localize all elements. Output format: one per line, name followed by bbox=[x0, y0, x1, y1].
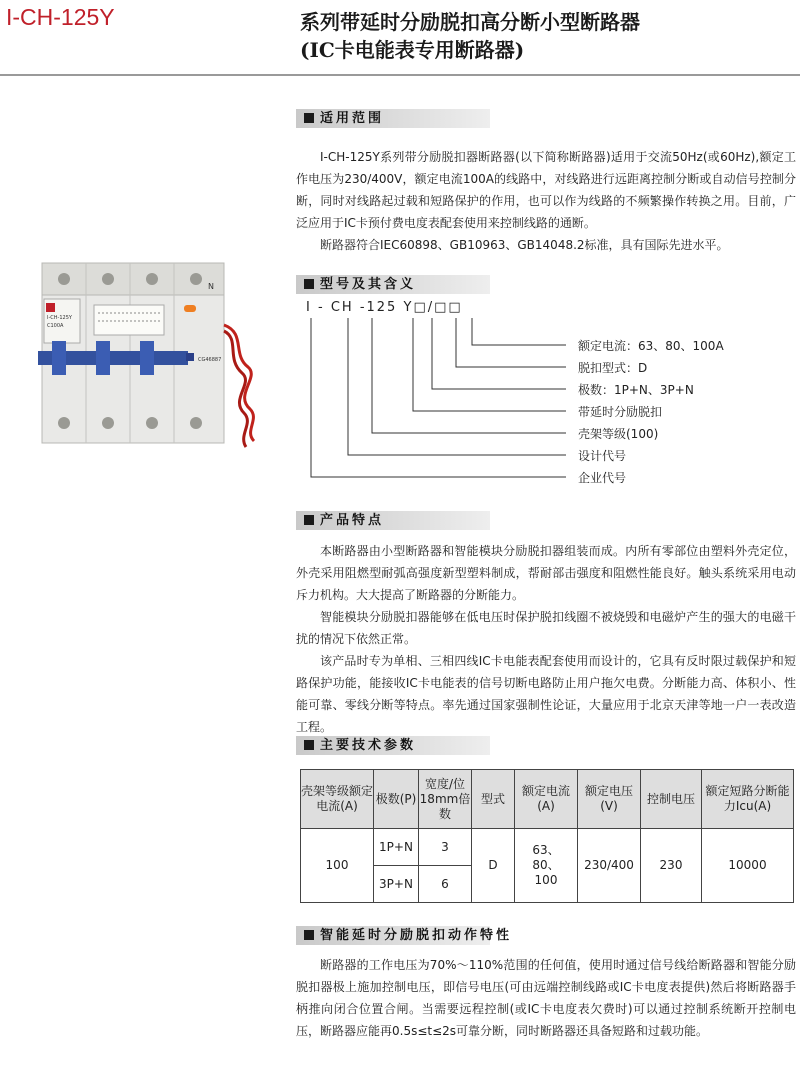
table-header-cell: 控制电压 bbox=[641, 770, 702, 829]
paragraph: 断路器符合IEC60898、GB10963、GB14048.2标准，具有国际先进水平。 bbox=[320, 238, 729, 252]
table-cell: D bbox=[472, 829, 515, 903]
code-part: □ bbox=[434, 300, 449, 315]
title-line-2: (IC卡电能表专用断路器) bbox=[300, 38, 525, 62]
features-text bbox=[296, 540, 796, 738]
title-line-1: 系列带延时分励脱扣高分断小型断路器 bbox=[300, 10, 640, 34]
section-heading-features bbox=[296, 511, 490, 530]
table-cell: 230/400 bbox=[578, 829, 641, 903]
terminal-n-label: N bbox=[208, 282, 214, 291]
code-part: CH bbox=[330, 300, 354, 315]
heading-text: 型号及其含义 bbox=[320, 277, 417, 292]
table-header-cell: 极数(P) bbox=[374, 770, 419, 829]
heading-text: 适用范围 bbox=[320, 111, 385, 126]
delay-text bbox=[296, 954, 796, 1042]
paragraph: I-CH-125Y系列带分励脱扣器断路器(以下简称断路器)适用于交流50Hz(或60Hz),额定工作电压为230/400V，额定电流100A的线路中，对线路进行远距离控制分断或自动信号控制分断，同时对线路起过载和短路保护的作用，也可以作为线路的不频繁操作转换之用。目前，广泛应用于IC卡预付费电度表配套使用来控制线路的通断。 bbox=[296, 150, 796, 230]
table-header-cell: 额定电流(A) bbox=[515, 770, 578, 829]
paragraph: 智能模块分励脱扣器能够在低电压时保护脱扣线圈不被烧毁和电磁炉产生的强大的电磁干扰的情况下依然正常。 bbox=[296, 610, 796, 646]
code-part: □ bbox=[448, 300, 463, 315]
device-label: I-CH-125Y bbox=[47, 315, 72, 321]
code-part: / bbox=[427, 300, 435, 315]
spec-table bbox=[300, 769, 794, 903]
model-explanation: 企业代号 bbox=[578, 471, 627, 485]
model-explanation: 壳架等级(100) bbox=[578, 427, 659, 441]
model-explanation: 脱扣型式：D bbox=[578, 361, 648, 375]
table-header-cell: 型式 bbox=[472, 770, 515, 829]
model-explanation: 额定电流：63、80、100A bbox=[578, 339, 724, 353]
model-code: I-CH-125Y bbox=[6, 4, 115, 30]
table-header-cell: 额定电压(V) bbox=[578, 770, 641, 829]
module-label: CG46887 bbox=[198, 357, 222, 363]
code-part: - bbox=[317, 300, 325, 315]
paragraph: 断路器的工作电压为70%～110%范围的任何值，使用时通过信号线给断路器和智能分励脱扣器极上施加控制电压，即信号电压(可由远端控制线路或IC卡电度表提供)然后将断路器手柄推向闭合位置合闸。当需要远程控制(或IC卡电度表欠费时)可以通过控制系统断开控制电压，断路器应能再0.5s≤t≤2s可靠分断，同时断路器还具备短路和过载功能。 bbox=[296, 958, 796, 1038]
table-header-cell: 宽度/位18mm倍数 bbox=[419, 770, 472, 829]
section-heading-delay bbox=[296, 926, 513, 945]
heading-text: 产品特点 bbox=[320, 513, 385, 528]
section-heading-params bbox=[296, 736, 490, 755]
paragraph: 该产品时专为单相、三相四线IC卡电能表配套使用而设计的，它具有反时限过载保护和短路保护功能，能接收IC卡电能表的信号切断电路防止用户拖欠电费。分断能力高、体积小、性能可靠、零线分断等特点。率先通过国家强制性论证，大量应用于北京天津等地一户一表改造工程。 bbox=[296, 654, 796, 734]
table-cell: 3 bbox=[419, 829, 472, 866]
table-cell: 6 bbox=[419, 866, 472, 903]
table-header-row bbox=[301, 770, 794, 829]
model-explanation: 带延时分励脱扣 bbox=[578, 405, 663, 419]
table-header-cell: 额定短路分断能力Icu(A) bbox=[702, 770, 794, 829]
table-cell: 3P+N bbox=[374, 866, 419, 903]
code-part: □ bbox=[413, 300, 428, 315]
model-explanation: 极数：1P+N、3P+N bbox=[578, 383, 694, 397]
table-cell: 1P+N bbox=[374, 829, 419, 866]
heading-square-icon bbox=[304, 740, 314, 750]
table-cell: 10000 bbox=[702, 829, 794, 903]
model-explanation: 设计代号 bbox=[578, 449, 627, 463]
table-header-cell: 壳架等级额定电流(A) bbox=[301, 770, 374, 829]
heading-text: 主要技术参数 bbox=[320, 738, 417, 753]
paragraph: 本断路器由小型断路器和智能模块分励脱扣器组装而成。内所有零部位由塑料外壳定位，外壳采用阻燃型耐弧高强度新型塑料制成，帮耐部击强度和阻燃性能良好。触头系统采用电动斥力机构。大大提高了断路器的分断能力。 bbox=[296, 544, 796, 602]
code-part: I bbox=[306, 300, 312, 315]
heading-text: 智能延时分励脱扣动作特性 bbox=[320, 928, 513, 943]
code-part: Y bbox=[403, 300, 414, 315]
heading-square-icon bbox=[304, 930, 314, 940]
table-row bbox=[301, 829, 794, 866]
table-cell: 63、80、100 bbox=[515, 829, 578, 903]
heading-square-icon bbox=[304, 515, 314, 525]
table-cell: 100 bbox=[301, 829, 374, 903]
table-cell: 230 bbox=[641, 829, 702, 903]
rating-label: C100A bbox=[47, 323, 64, 329]
code-part: -125 bbox=[359, 300, 398, 315]
